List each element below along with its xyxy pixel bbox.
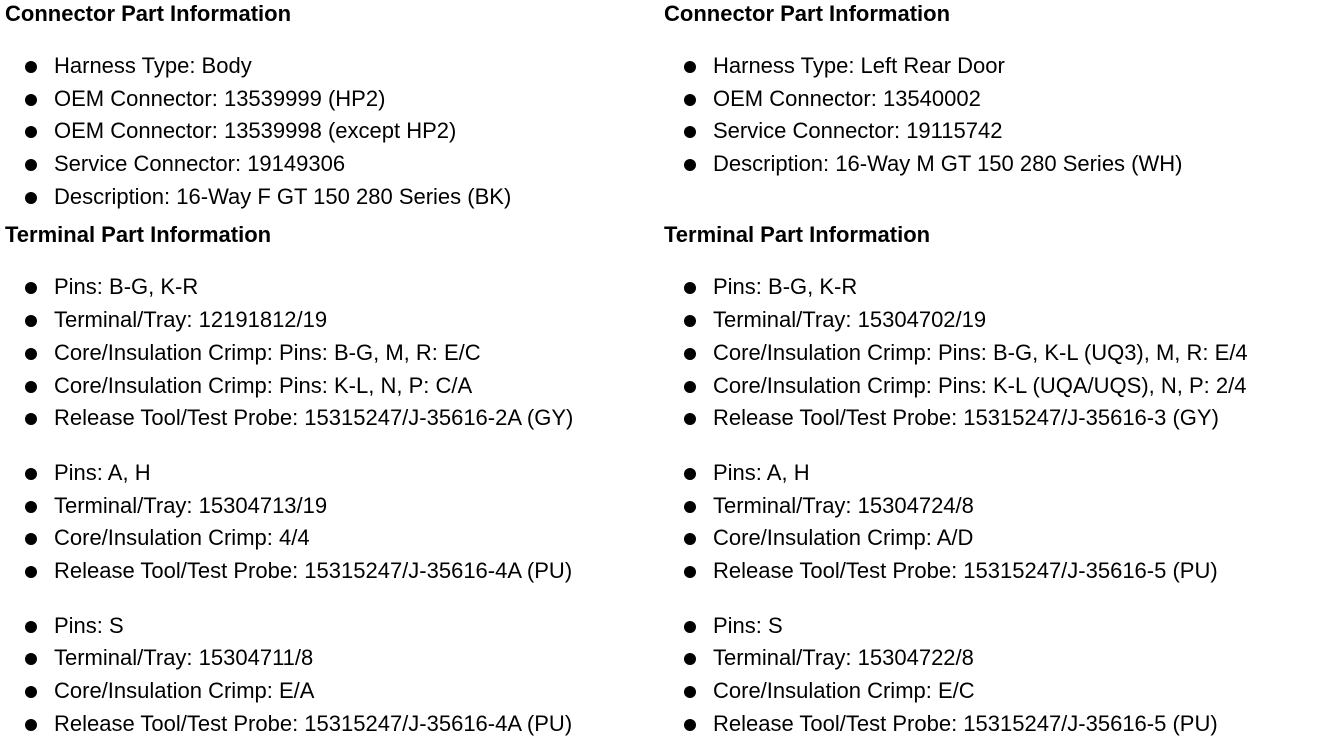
list-item: Release Tool/Test Probe: 15315247/J-35616-3 (GY) xyxy=(664,402,1324,435)
list-item: Pins: A, H xyxy=(5,457,665,490)
terminal-group-3 xyxy=(5,610,665,741)
bullet-icon xyxy=(25,686,37,698)
list-item-spacer xyxy=(664,181,1324,214)
list-item: Core/Insulation Crimp: Pins: B-G, K-L (UQ3), M, R: E/4 xyxy=(664,337,1324,370)
list-item: Release Tool/Test Probe: 15315247/J-35616-4A (PU) xyxy=(5,708,665,741)
terminal-group-2 xyxy=(5,457,665,588)
bullet-icon xyxy=(25,621,37,633)
bullet-icon xyxy=(25,192,37,204)
connector-heading: Connector Part Information xyxy=(664,1,951,26)
bullet-icon xyxy=(684,413,696,425)
bullet-icon xyxy=(25,159,37,171)
list-item: Harness Type: Left Rear Door xyxy=(664,50,1324,83)
bullet-icon xyxy=(684,468,696,480)
bullet-icon xyxy=(684,501,696,513)
list-item: Terminal/Tray: 15304711/8 xyxy=(5,642,665,675)
bullet-icon xyxy=(684,315,696,327)
bullet-icon xyxy=(684,126,696,138)
list-item: Core/Insulation Crimp: Pins: K-L, N, P: C/A xyxy=(5,370,665,403)
list-item: Core/Insulation Crimp: Pins: K-L (UQA/UQS), N, P: 2/4 xyxy=(664,370,1324,403)
bullet-icon xyxy=(25,61,37,73)
list-item: Terminal/Tray: 15304722/8 xyxy=(664,642,1324,675)
list-item: Core/Insulation Crimp: E/C xyxy=(664,675,1324,708)
bullet-icon xyxy=(25,533,37,545)
terminal-heading: Terminal Part Information xyxy=(664,222,931,248)
bullet-icon xyxy=(25,94,37,106)
bullet-icon xyxy=(25,126,37,138)
terminal-heading: Terminal Part Information xyxy=(5,222,272,248)
list-item: Pins: A, H xyxy=(664,457,1324,490)
list-item: Service Connector: 19115742 xyxy=(664,115,1324,148)
terminal-group-1 xyxy=(664,271,1324,434)
list-item: Release Tool/Test Probe: 15315247/J-35616-5 (PU) xyxy=(664,708,1324,741)
list-item: Release Tool/Test Probe: 15315247/J-35616-2A (GY) xyxy=(5,402,665,435)
bullet-icon xyxy=(684,621,696,633)
list-item: Terminal/Tray: 15304713/19 xyxy=(5,490,665,523)
list-item: Core/Insulation Crimp: 4/4 xyxy=(5,522,665,555)
bullet-icon xyxy=(25,653,37,665)
bullet-icon xyxy=(684,686,696,698)
terminal-group-1 xyxy=(5,271,665,434)
list-item: Pins: B-G, K-R xyxy=(5,271,665,304)
bullet-icon xyxy=(25,381,37,393)
list-item: Release Tool/Test Probe: 15315247/J-35616-5 (PU) xyxy=(664,555,1324,588)
list-item: Pins: S xyxy=(664,610,1324,643)
list-item: OEM Connector: 13539999 (HP2) xyxy=(5,83,665,116)
bullet-icon xyxy=(684,94,696,106)
bullet-icon xyxy=(684,719,696,731)
terminal-group-2 xyxy=(664,457,1324,588)
list-item: OEM Connector: 13540002 xyxy=(664,83,1324,116)
connector-list xyxy=(5,50,665,213)
terminal-group-3 xyxy=(664,610,1324,741)
bullet-icon xyxy=(25,501,37,513)
list-item: Terminal/Tray: 15304724/8 xyxy=(664,490,1324,523)
list-item: Pins: B-G, K-R xyxy=(664,271,1324,304)
bullet-icon xyxy=(25,468,37,480)
list-item: OEM Connector: 13539998 (except HP2) xyxy=(5,115,665,148)
list-item: Core/Insulation Crimp: A/D xyxy=(664,522,1324,555)
list-item: Release Tool/Test Probe: 15315247/J-35616-4A (PU) xyxy=(5,555,665,588)
bullet-icon xyxy=(25,413,37,425)
list-item: Pins: S xyxy=(5,610,665,643)
list-item: Harness Type: Body xyxy=(5,50,665,83)
bullet-icon xyxy=(684,159,696,171)
list-item: Core/Insulation Crimp: Pins: B-G, M, R: E/C xyxy=(5,337,665,370)
bullet-icon xyxy=(25,348,37,360)
bullet-icon xyxy=(684,61,696,73)
bullet-icon xyxy=(25,282,37,294)
list-item: Description: 16-Way M GT 150 280 Series (WH) xyxy=(664,148,1324,181)
connector-heading: Connector Part Information xyxy=(5,1,292,26)
bullet-icon xyxy=(684,653,696,665)
bullet-icon xyxy=(684,348,696,360)
bullet-icon xyxy=(684,381,696,393)
list-item: Terminal/Tray: 12191812/19 xyxy=(5,304,665,337)
list-item: Core/Insulation Crimp: E/A xyxy=(5,675,665,708)
connector-list xyxy=(664,50,1324,213)
bullet-icon xyxy=(25,315,37,327)
bullet-icon xyxy=(684,282,696,294)
bullet-icon xyxy=(684,566,696,578)
bullet-icon xyxy=(25,719,37,731)
list-item: Service Connector: 19149306 xyxy=(5,148,665,181)
bullet-icon xyxy=(684,533,696,545)
list-item: Description: 16-Way F GT 150 280 Series (BK) xyxy=(5,181,665,214)
left-column xyxy=(5,0,665,740)
bullet-icon xyxy=(25,566,37,578)
list-item: Terminal/Tray: 15304702/19 xyxy=(664,304,1324,337)
right-column xyxy=(664,0,1324,740)
